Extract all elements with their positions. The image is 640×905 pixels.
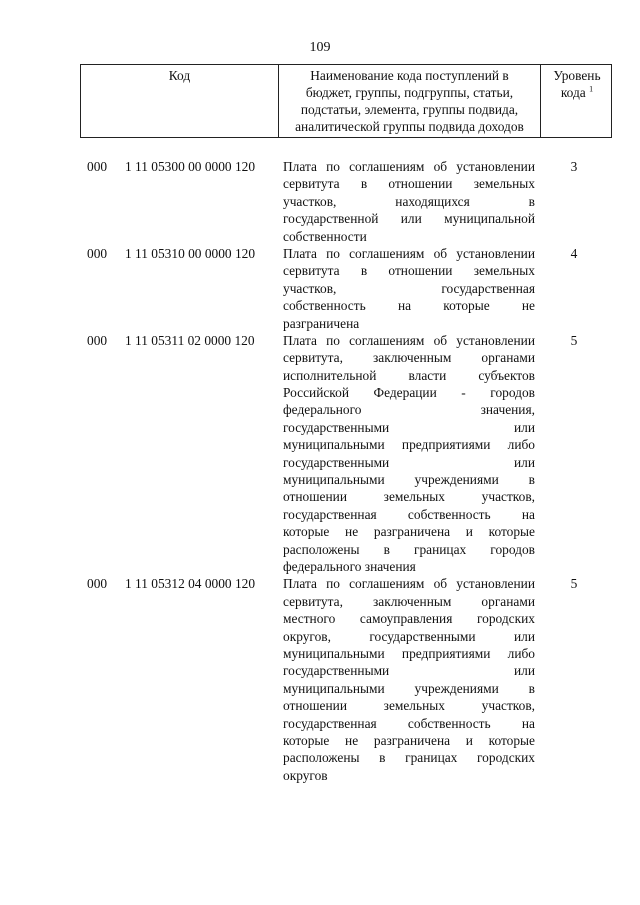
row-name-line: муниципальными учреждениями в	[283, 472, 535, 488]
header-level-line1: Уровень	[553, 68, 601, 83]
row-level: 3	[570, 159, 578, 174]
row-name-line: государственная собственность на	[283, 506, 535, 522]
table-header	[80, 64, 612, 138]
row-name-line: расположены в границах городов	[283, 541, 535, 557]
row-name-line: участков, государственная	[283, 280, 535, 296]
row-name-line: которые не разграничена и которые	[283, 524, 535, 540]
row-name	[283, 575, 535, 784]
row-admin-code: 000	[87, 245, 108, 261]
row-name-line: государственными или	[283, 663, 535, 679]
header-code	[81, 65, 279, 137]
row-name-line: исполнительной власти субъектов	[283, 367, 535, 383]
row-name-line: собственность на которые не	[283, 298, 535, 314]
header-code-label: Код	[168, 68, 191, 83]
row-name-line: государственными или	[283, 454, 535, 470]
row-name-line: сервитута, заключенным органами	[283, 593, 535, 609]
row-income-code: 1 11 05311 02 0000 120	[125, 332, 255, 348]
row-name-line: муниципальными предприятиями либо	[283, 437, 535, 453]
row-name-line: участков, находящихся в	[283, 193, 535, 209]
row-name-line: Плата по соглашениям об установлении	[283, 576, 535, 592]
row-admin-code: 000	[87, 332, 108, 348]
table-row	[80, 575, 612, 784]
row-level: 4	[570, 245, 578, 261]
row-name-line: расположены в границах городских	[283, 750, 535, 766]
row-name	[283, 245, 535, 332]
row-name-line: федерального значения	[283, 558, 416, 574]
row-name-line: муниципальными учреждениями в	[283, 680, 535, 696]
row-name-line: государственная собственность на	[283, 715, 535, 731]
row-name-line: Плата по соглашениям об установлении	[283, 159, 535, 174]
row-name-line: отношении земельных участков,	[283, 698, 535, 714]
header-level-line2: кода	[560, 85, 586, 100]
row-name-line: округов	[283, 767, 328, 783]
row-income-code: 1 11 05312 04 0000 120	[125, 576, 256, 592]
row-name-line: Плата по соглашениям об установлении	[283, 245, 535, 261]
row-name-line: местного самоуправления городских	[283, 611, 535, 627]
table-row	[80, 332, 612, 575]
row-name-line: собственности	[283, 228, 367, 244]
row-admin-code: 000	[87, 159, 108, 174]
row-name-line: Плата по соглашениям об установлении	[283, 332, 535, 348]
row-admin-code: 000	[87, 576, 108, 592]
page-number: 109	[309, 40, 331, 55]
row-name-line: государственной или муниципальной	[283, 211, 535, 227]
table-row	[80, 158, 612, 245]
row-name-line: сервитута, заключенным органами	[283, 350, 535, 366]
table-body	[80, 158, 612, 784]
table-row	[80, 245, 612, 332]
row-name-line: округов, государственными или	[283, 628, 535, 644]
row-income-code: 1 11 05300 00 0000 120	[125, 159, 256, 174]
row-name-line: сервитута в отношении земельных	[283, 176, 535, 192]
row-level: 5	[570, 332, 578, 348]
row-name-line: муниципальными предприятиями либо	[283, 645, 535, 661]
row-name	[283, 158, 535, 245]
header-name	[279, 65, 541, 137]
row-income-code: 1 11 05310 00 0000 120	[125, 245, 256, 261]
row-level: 5	[570, 576, 578, 592]
header-name-line: аналитической группы подвида доходов	[295, 119, 524, 134]
header-level-footnote: 1	[589, 84, 594, 94]
header-name-line: Наименование кода поступлений в	[310, 68, 509, 83]
row-name-line: сервитута в отношении земельных	[283, 263, 535, 279]
row-name	[283, 332, 535, 575]
header-name-line: подстатьи, элемента, группы подвида,	[300, 102, 519, 117]
header-level	[541, 65, 613, 137]
row-name-line: отношении земельных участков,	[283, 489, 535, 505]
row-name-line: которые не разграничена и которые	[283, 732, 535, 748]
row-name-line: федерального значения,	[283, 402, 535, 418]
row-name-line: государственными или	[283, 419, 535, 435]
row-name-line: Российской Федерации - городов	[283, 385, 535, 401]
header-name-line: бюджет, группы, подгруппы, статьи,	[305, 85, 514, 100]
row-name-line: разграничена	[283, 315, 360, 331]
